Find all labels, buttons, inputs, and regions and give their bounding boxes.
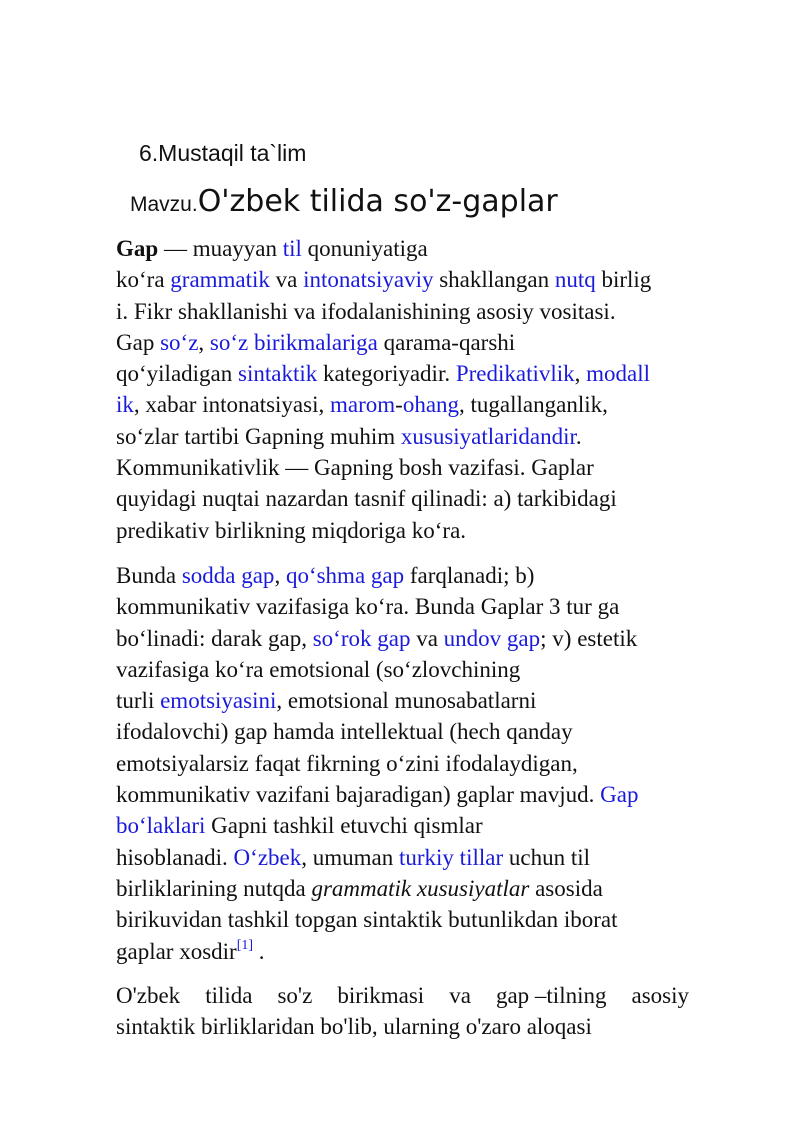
text-line: Gap so‘z, so‘z birikmalariga qarama-qarshi (116, 329, 516, 355)
link-soz-birikmalariga[interactable]: so‘z birikmalariga (209, 329, 378, 355)
text-line: Gap — muayyan til qonuniyatiga (116, 236, 428, 261)
link-sodda-gap[interactable]: sodda gap (181, 563, 275, 588)
paragraph-3 (116, 980, 756, 1043)
footnote-ref[interactable]: [1] (236, 937, 254, 953)
link-intonatsiyaviy[interactable]: intonatsiyaviy (303, 267, 434, 293)
text-line: Kommunikativlik — Gapning bosh vazifasi. Gaplar (116, 455, 594, 481)
italic-grammatik-xususiyatlar: grammatik xususiyatlar (311, 875, 530, 901)
link-turkiy-tillar[interactable]: turkiy tillar (398, 844, 504, 870)
text-line: qo‘yiladigan sintaktik kategoriyadir. Predikativlik, modall (116, 361, 651, 387)
text-line: quyidagi nuqtai nazardan tasnif qilinadi: a) tarkibidagi (116, 486, 617, 512)
text-line: ifodalovchi) gap hamda intellektual (hech qanday (116, 719, 573, 745)
paragraph-1 (116, 233, 756, 546)
link-undov-gap[interactable]: undov gap (443, 625, 541, 651)
link-sintaktik[interactable]: sintaktik (238, 361, 318, 387)
link-soz[interactable]: so‘z (160, 329, 199, 355)
text-line: sintaktik birliklaridan bo'lib, ularning o'zaro aloqasi (116, 1014, 592, 1040)
text-line: emotsiyalarsiz faqat fikrning o‘zini ifodalaydigan, (116, 750, 578, 776)
topic-label: Mavzu. (130, 193, 198, 216)
text-line: i. Fikr shakllanishi va ifodalanishining asosiy vositasi. (116, 298, 616, 324)
paragraph-2 (116, 560, 756, 967)
link-til[interactable]: til (282, 236, 302, 261)
text-line: kommunikativ vazifani bajaradigan) gaplar mavjud. Gap (116, 782, 639, 808)
topic-title: O'zbek tilida so'z-gaplar (197, 184, 558, 219)
topic-heading (130, 184, 558, 219)
link-marom[interactable]: marom (330, 392, 396, 418)
text-line: ik, xabar intonatsiyasi, marom-ohang, tugallanganlik, (116, 392, 608, 418)
text-line: predikativ birlikning miqdoriga ko‘ra. (116, 517, 467, 543)
link-grammatik[interactable]: grammatik (170, 267, 270, 293)
text-line: birliklarining nutqda grammatik xususiyatlar asosida (116, 875, 603, 901)
text-line-justified: O'zbek tilida so'z birikmasi va gap –tilning asosiy (116, 983, 689, 1008)
text-line: kommunikativ vazifasiga ko‘ra. Bunda Gaplar 3 tur ga (116, 594, 620, 620)
link-ozbek[interactable]: O‘zbek (233, 844, 302, 870)
text-line: hisoblanadi. O‘zbek, umuman turkiy tillar uchun til (116, 844, 590, 870)
link-gap-boklaklari[interactable]: Gap (600, 782, 639, 808)
text-line: bo‘laklari Gapni tashkil etuvchi qismlar (116, 813, 483, 839)
section-title: 6.Mustaqil ta`lim (139, 140, 307, 166)
text-line: gaplar xosdir[1] . (116, 937, 265, 964)
link-qoshma-gap[interactable]: qo‘shma gap (285, 563, 405, 588)
link-ohang[interactable]: ohang (402, 392, 460, 418)
link-modallik[interactable]: modall (586, 361, 651, 387)
text-line: birikuvidan tashkil topgan sintaktik butunlikdan iborat (116, 907, 618, 933)
term-gap: Gap (116, 236, 159, 261)
link-nutq[interactable]: nutq (554, 267, 596, 293)
link-predikativlik[interactable]: Predikativlik (455, 361, 575, 387)
text-line: so‘zlar tartibi Gapning muhim xususiyatlaridandir. (116, 423, 582, 449)
text-line: bo‘linadi: darak gap, so‘rok gap va undov gap; v) estetik (116, 625, 638, 651)
text-line: Bunda sodda gap, qo‘shma gap farqlanadi; b) (116, 563, 535, 588)
text-line: vazifasiga ko‘ra emotsional (so‘zlovchining (116, 656, 521, 682)
text-line: ko‘ra grammatik va intonatsiyaviy shakllangan nutq birlig (116, 267, 652, 293)
link-sorok-gap[interactable]: so‘rok gap (312, 625, 411, 651)
link-xususiyatlaridandir[interactable]: xususiyatlaridandir (400, 423, 576, 449)
link-modallik-cont[interactable]: ik (116, 392, 134, 418)
link-gap-boklaklari-cont[interactable]: bo‘laklari (116, 813, 206, 839)
text-line: turli emotsiyasini, emotsional munosabatlarni (116, 688, 537, 714)
link-emotsiyasini[interactable]: emotsiyasini (160, 688, 277, 714)
